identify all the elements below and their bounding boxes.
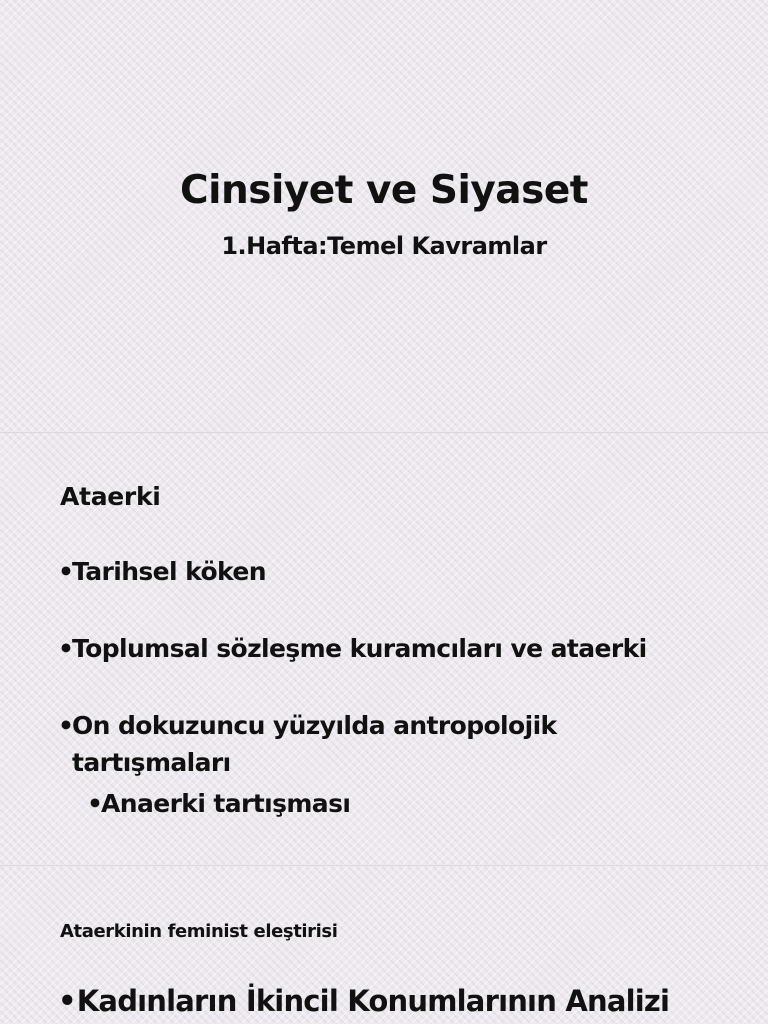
bullet-icon: •	[58, 711, 74, 740]
bullet-icon: •	[58, 557, 74, 586]
slide-feminist-critique	[0, 866, 768, 1024]
bullet-icon: •	[87, 789, 103, 818]
bullet-text: Toplumsal sözleşme kuramcıları ve ataerki	[72, 634, 647, 663]
bullet-item	[58, 553, 738, 590]
slide-heading: Ataerki	[60, 482, 161, 511]
bullet-item	[58, 707, 578, 781]
slide-subtitle: 1.Hafta:Temel Kavramlar	[221, 232, 547, 260]
bullet-text: Kadınların İkincil Konumlarının Analizi	[76, 984, 670, 1018]
slide-heading: Ataerkinin feminist eleştirisi	[60, 921, 338, 942]
bullet-item	[58, 984, 669, 1018]
slide-title	[0, 0, 768, 432]
slide-title-heading: Cinsiyet ve Siyaset	[180, 168, 588, 213]
bullet-icon: •	[58, 634, 74, 663]
bullet-icon: •	[58, 984, 76, 1018]
sub-bullet-item	[87, 785, 587, 822]
bullet-item	[58, 630, 738, 667]
slide-ataerki	[0, 433, 768, 865]
sub-bullet-text: Anaerki tartışması	[101, 789, 351, 818]
bullet-text: Tarihsel köken	[72, 557, 266, 586]
bullet-text: On dokuzuncu yüzyılda antropolojik tartışmaları	[72, 711, 557, 777]
